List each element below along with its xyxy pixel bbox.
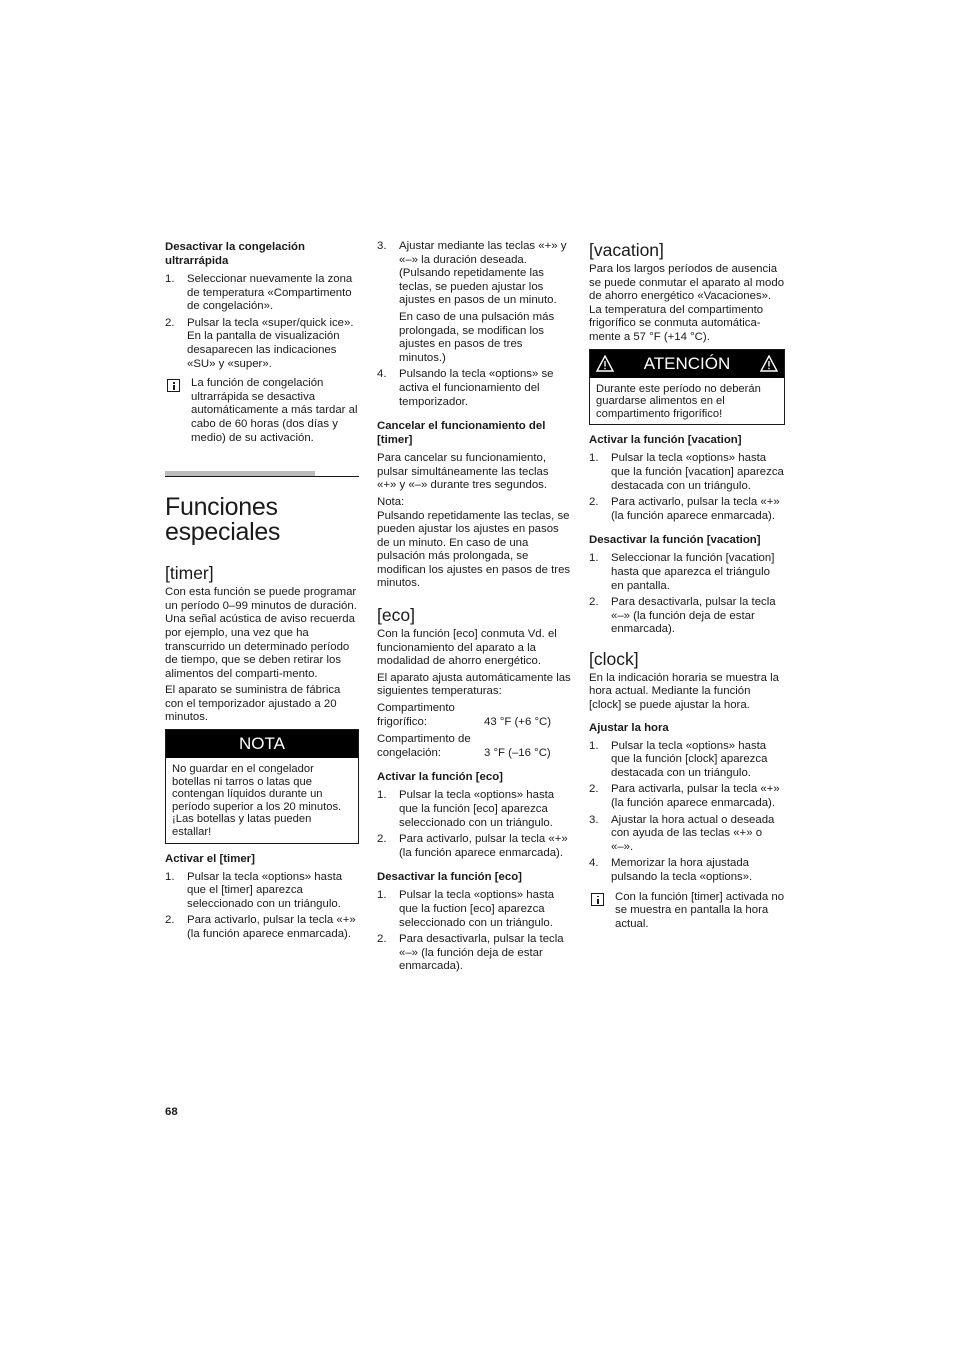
list-item [377, 789, 571, 830]
temperature-row [377, 702, 571, 729]
info-note [165, 377, 359, 445]
page-number: 68 [165, 1106, 178, 1118]
step-text: Pulsar la tecla «options» hasta que la fuction [eco] aparezca seleccionado con un triángulo. [399, 889, 555, 929]
list-item [589, 496, 785, 523]
step-text: Ajustar la hora actual o deseada con ayuda de las teclas «+» o «–». [611, 813, 775, 853]
list-item [377, 933, 571, 974]
step-text: Para activarlo, pulsar la tecla «+» (la función aparece enmarcada). [187, 914, 356, 940]
step-text: Para activarla, pulsar la tecla «+» (la función aparece enmarcada). [611, 783, 780, 810]
step-number: 2. [589, 783, 599, 796]
deactivate-eco-steps [377, 889, 571, 974]
list-item [377, 240, 571, 365]
atencion-header [590, 350, 784, 378]
column-1 [165, 240, 359, 946]
activate-timer-steps [165, 871, 359, 942]
set-time-heading: Ajustar la hora [589, 721, 669, 734]
step-text: Para activarlo, pulsar la tecla «+» (la función aparece enmarcada). [611, 496, 780, 522]
clock-paragraph: En la indicación horaria se muestra la hora actual. Mediante la función [clock] se puede ajustar la hora. [589, 671, 779, 712]
column-2 [377, 240, 571, 978]
list-item [165, 273, 359, 314]
step-text: Pulsar la tecla «options» hasta que la función [eco] aparezca seleccionado con un triángulo. [399, 789, 555, 829]
step-extra-text: En caso de una pulsación más prolongada, se modifican los ajustes en pasos de tres minutos.) [399, 310, 555, 364]
list-item [589, 783, 785, 810]
temperature-label: Compartimento frigorífico: [377, 702, 455, 728]
atencion-box [589, 349, 785, 426]
step-number: 2. [377, 933, 387, 946]
step-text: Pulsar la tecla «super/quick ice». En la pantalla de visualización desaparecen las indicaciones «SU» y «super». [187, 316, 354, 370]
list-item [377, 833, 571, 860]
list-item [589, 596, 785, 637]
timer-paragraph-1: Con esta función se puede programar un período 0–99 minutos de duración. Una señal acústica de aviso recuerda por ejemplo, una vez que ha transcurrido un determinado período de tiempo, que se deben retirar los alimentos del comparti-mento. [165, 586, 357, 680]
step-text: Seleccionar nuevamente la zona de temperatura «Compartimento de congelación». [187, 273, 353, 313]
step-number: 2. [589, 496, 599, 509]
activate-vacation-steps [589, 452, 785, 523]
step-text: Para desactivarla, pulsar la tecla «–» (la función deja de estar enmarcada). [611, 596, 776, 636]
warning-icon [760, 355, 778, 372]
deactivate-vacation-heading: Desactivar la función [vacation] [589, 534, 761, 547]
eco-paragraph-1: Con la función [eco] conmuta Vd. el funcionamiento del aparato a la modalidad de ahorro energético. [377, 628, 557, 668]
activate-vacation-heading: Activar la función [vacation] [589, 434, 742, 447]
eco-heading: [eco] [377, 605, 415, 626]
step-number: 1. [165, 870, 175, 883]
deactivate-superfreeze-heading: Desactivar la congelación ultrarrápida [165, 241, 305, 267]
temperature-value: 43 °F (+6 °C) [484, 715, 552, 728]
list-item [589, 552, 785, 593]
step-number: 1. [589, 552, 599, 565]
list-item [377, 889, 571, 930]
step-number: 1. [377, 789, 387, 802]
timer-heading: [timer] [165, 563, 214, 584]
step-text: Pulsar la tecla «options» hasta que la función [clock] aparezca destacada con un triángulo. [611, 739, 768, 779]
nota-paragraph: Pulsando repetidamente las teclas, se pueden ajustar los ajustes en pasos de un minuto. En caso de una pulsación más prolongada, se modifican los ajustes en pasos de tres minutos. [377, 509, 571, 590]
step-number: 4. [589, 857, 599, 870]
step-text: Memorizar la hora ajustada pulsando la tecla «options». [611, 857, 753, 883]
warning-icon [596, 355, 614, 372]
step-number: 2. [377, 833, 387, 846]
info-icon [591, 893, 604, 906]
nota-label: Nota: [377, 495, 405, 508]
activate-eco-steps [377, 789, 571, 860]
cancel-timer-paragraph: Para cancelar su funcionamiento, pulsar simultáneamente las teclas «+» y «–» durante tres segundos. [377, 452, 549, 492]
step-text: Seleccionar la función [vacation] hasta que aparezca el triángulo en pantalla. [611, 552, 775, 592]
temperature-label: Compartimento de congelación: [377, 733, 471, 759]
list-item [589, 857, 785, 884]
info-note-text: Con la función [timer] activada no se muestra en pantalla la hora actual. [615, 890, 785, 930]
eco-paragraph-2: El aparato ajusta automáticamente las siguientes temperaturas: [377, 671, 571, 698]
info-icon [167, 379, 180, 392]
step-number: 2. [165, 914, 175, 927]
list-item [589, 814, 785, 855]
column-3 [589, 240, 785, 935]
atencion-label: ATENCIÓN [643, 353, 731, 373]
temperature-row [377, 733, 571, 760]
step-text: Pulsar la tecla «options» hasta que el [timer] aparezca seleccionado con un triángulo. [187, 870, 343, 910]
deactivate-eco-heading: Desactivar la función [eco] [377, 871, 522, 884]
nota-label: NOTA [239, 734, 285, 754]
step-number: 1. [377, 889, 387, 902]
step-text: Ajustar mediante las teclas «+» y «–» la duración deseada. (Pulsando repetidamente las teclas, se pueden ajustar los ajustes en pasos de un minuto. [399, 240, 567, 307]
vacation-paragraph-1: Para los largos períodos de ausencia se puede conmutar el aparato al modo de ahorro energético «Vacaciones». [589, 263, 785, 303]
clock-heading: [clock] [589, 648, 639, 669]
nota-header [166, 730, 358, 758]
activate-timer-heading: Activar el [timer] [165, 852, 255, 865]
step-number: 1. [165, 273, 175, 285]
nota-box [165, 729, 359, 844]
set-time-steps [589, 740, 785, 885]
timer-steps-continued [377, 240, 571, 409]
step-number: 3. [377, 240, 387, 252]
activate-eco-heading: Activar la función [eco] [377, 771, 503, 784]
step-text: Pulsando la tecla «options» se activa el funcionamiento del temporizador. [399, 368, 554, 408]
temperature-value: 3 °F (–16 °C) [484, 746, 551, 759]
info-note [589, 891, 785, 932]
list-item [377, 368, 571, 409]
step-number: 2. [589, 596, 599, 609]
step-text: Para desactivarla, pulsar la tecla «–» (la función deja de estar enmarcada). [399, 933, 564, 973]
step-number: 2. [165, 316, 175, 329]
deactivate-superfreeze-steps [165, 273, 359, 371]
step-number: 3. [589, 813, 599, 826]
nota-text: No guardar en el congelador botellas ni tarros o latas que contengan líquidos durante un período superior a los 20 minutos. ¡Las botellas y latas pueden estallar! [172, 763, 342, 839]
step-text: Para activarlo, pulsar la tecla «+» (la función aparece enmarcada). [399, 833, 568, 859]
info-note-text: La función de congelación ultrarrápida se desactiva automáticamente a más tardar al cabo de 60 horas (dos días y medio) de su activación. [191, 377, 358, 444]
section-title: Funciones especiales [165, 493, 281, 547]
step-text: Pulsar la tecla «options» hasta que la función [vacation] aparezca destacada con un triángulo. [611, 452, 784, 492]
deactivate-vacation-steps [589, 552, 785, 637]
vacation-paragraph-2: La temperatura del compartimento frigorífico se conmuta automática-mente a 57 °F (+14 °C). [589, 303, 764, 343]
list-item [165, 914, 359, 941]
step-number: 4. [377, 368, 387, 381]
divider-line [165, 476, 359, 477]
section-divider [165, 471, 359, 485]
list-item [589, 452, 785, 493]
step-number: 1. [589, 452, 599, 465]
list-item [165, 871, 359, 912]
vacation-heading: [vacation] [589, 240, 664, 260]
step-number: 1. [589, 739, 599, 752]
timer-paragraph-2: El aparato se suministra de fábrica con el temporizador ajustado a 20 minutos. [165, 684, 341, 724]
cancel-timer-heading: Cancelar el funcionamiento del [timer] [377, 420, 546, 447]
list-item [589, 740, 785, 781]
list-item [165, 317, 359, 371]
atencion-text: Durante este período no deberán guardarse alimentos en el compartimento frigorífico! [596, 382, 761, 420]
